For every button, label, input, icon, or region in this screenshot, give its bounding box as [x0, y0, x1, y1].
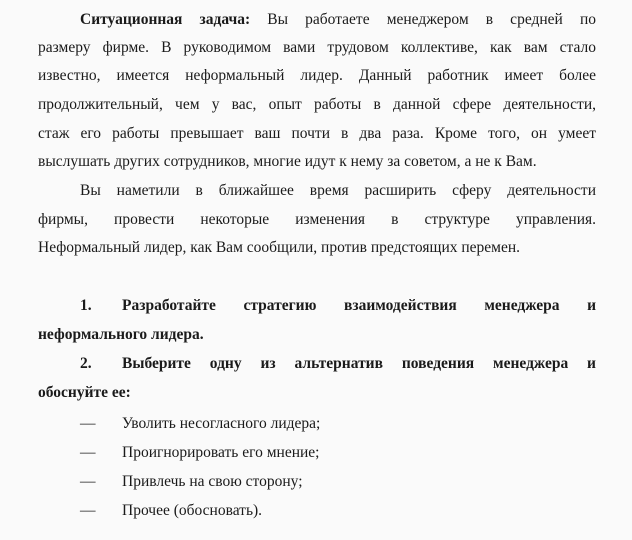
option-dash: — — [80, 415, 96, 432]
option-item: Уволить несогласного лидера; — [122, 415, 321, 432]
plan-line-last: Неформальный лидер, как Вам сообщили, против предстоящих перемен. — [38, 239, 521, 256]
situation-line: размеру фирме. В руководимом вами трудовом коллективе, как вам стало — [38, 39, 596, 56]
option-item: Проигнорировать его мнение; — [122, 444, 320, 461]
task-text-continued: неформального лидера. — [38, 326, 204, 343]
situation-line: продолжительный, чем у вас, опыт работы в данной сфере деятельности, — [38, 96, 596, 113]
situation-line-last: выслушать других сотрудников, многие идут к нему за советом, а не к Вам. — [38, 153, 537, 170]
task-number: 1. — [80, 297, 92, 314]
option-dash: — — [80, 444, 96, 461]
plan-line: Вы наметили в ближайшее время расширить сферу деятельности — [80, 182, 596, 199]
situation-first-line — [80, 10, 596, 30]
task-text: Выберите одну из альтернатив поведения менеджера и — [122, 355, 596, 372]
task-text-continued: обоснуйте ее: — [38, 384, 131, 401]
situation-line: стаж его работы превышает ваш почти в два раза. Кроме того, он умеет — [38, 125, 596, 142]
option-item: Прочее (обосновать). — [122, 502, 263, 519]
situation-heading: Ситуационная задача: — [80, 11, 251, 28]
task-number: 2. — [80, 355, 92, 372]
option-dash: — — [80, 502, 96, 519]
situation-first-line-text: Вы работаете менеджером в средней по — [267, 11, 597, 28]
plan-line: фирмы, провести некоторые изменения в структуре управления. — [38, 211, 596, 228]
situation-line: известно, имеется неформальный лидер. Данный работник имеет более — [38, 67, 596, 84]
option-item: Привлечь на свою сторону; — [122, 473, 303, 490]
option-dash: — — [80, 473, 96, 490]
task-text: Разработайте стратегию взаимодействия менеджера и — [122, 297, 596, 314]
